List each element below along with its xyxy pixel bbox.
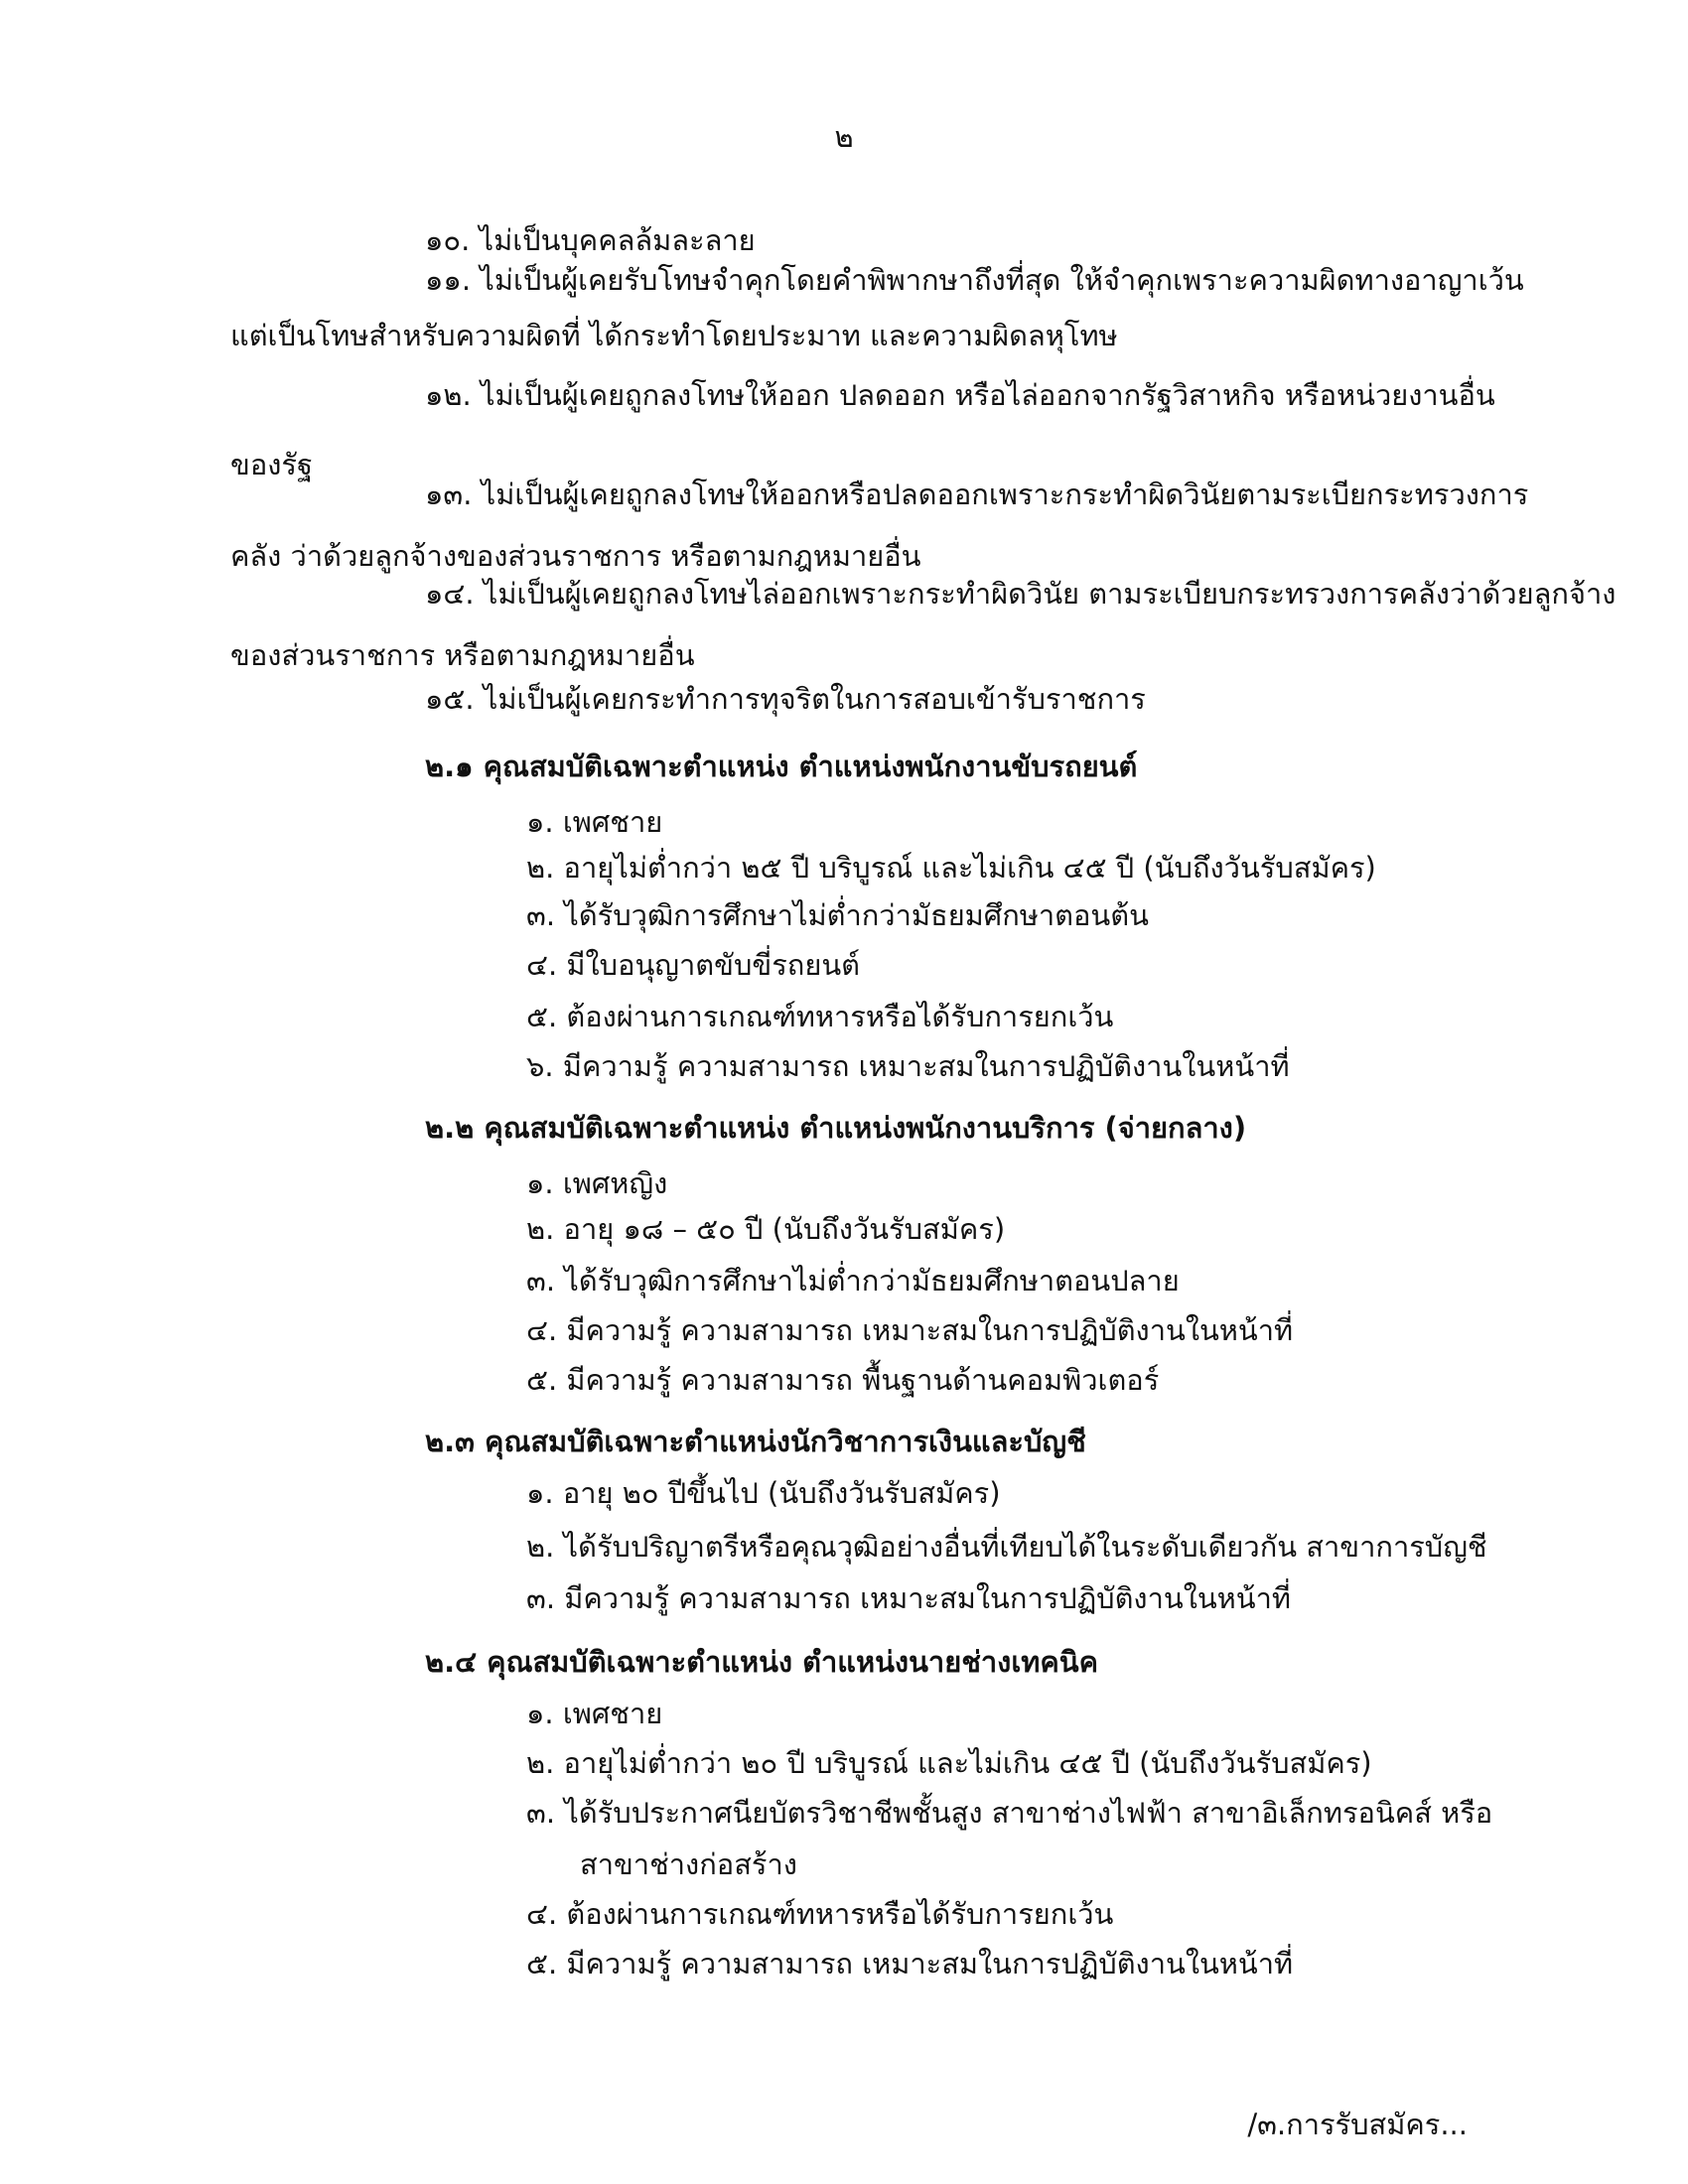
qualification-14-cont: ของส่วนราชการ หรือตามกฎหมายอื่น [230, 638, 695, 672]
section-2-1-item-3: ๓. ได้รับวุฒิการศึกษาไม่ต่ำกว่ามัธยมศึกษาตอนต้น [526, 898, 1149, 932]
section-2-2-item-2: ๒. อายุ ๑๘ – ๕๐ ปี (นับถึงวันรับสมัคร) [526, 1212, 1006, 1246]
qualification-15: ๑๕. ไม่เป็นผู้เคยกระทำการทุจริตในการสอบเข้ารับราชการ [425, 682, 1146, 716]
qualification-13-cont: คลัง ว่าด้วยลูกจ้างของส่วนราชการ หรือตามกฎหมายอื่น [230, 539, 921, 573]
section-2-1-item-6: ๖. มีความรู้ ความสามารถ เหมาะสมในการปฏิบัติงานในหน้าที่ [526, 1049, 1290, 1083]
section-2-1-item-1: ๑. เพศชาย [526, 805, 663, 839]
section-2-4-item-3-cont: สาขาช่างก่อสร้าง [580, 1847, 797, 1881]
section-2-2-item-5: ๕. มีความรู้ ความสามารถ พื้นฐานด้านคอมพิวเตอร์ [526, 1363, 1160, 1397]
qualification-12: ๑๒. ไม่เป็นผู้เคยถูกลงโทษให้ออก ปลดออก หรือไล่ออกจากรัฐวิสาหกิจ หรือหน่วยงานอื่น [425, 378, 1495, 412]
qualification-11: ๑๑. ไม่เป็นผู้เคยรับโทษจำคุกโดยคำพิพากษาถึงที่สุด ให้จำคุกเพราะความผิดทางอาญาเว้น [425, 263, 1524, 297]
section-2-4-item-4: ๔. ต้องผ่านการเกณฑ์ทหารหรือได้รับการยกเว้น [526, 1897, 1114, 1931]
qualification-10: ๑๐. ไม่เป็นบุคคลล้มละลาย [425, 223, 756, 257]
qualification-14: ๑๔. ไม่เป็นผู้เคยถูกลงโทษไล่ออกเพราะกระทำผิดวินัย ตามระเบียบกระทรวงการคลังว่าด้วยลูกจ้าง [425, 577, 1617, 611]
section-2-2-item-4: ๔. มีความรู้ ความสามารถ เหมาะสมในการปฏิบัติงานในหน้าที่ [526, 1313, 1294, 1347]
section-2-2-item-3: ๓. ได้รับวุฒิการศึกษาไม่ต่ำกว่ามัธยมศึกษาตอนปลาย [526, 1264, 1180, 1297]
section-2-3-item-3: ๓. มีความรู้ ความสามารถ เหมาะสมในการปฏิบัติงานในหน้าที่ [526, 1581, 1292, 1615]
qualification-13: ๑๓. ไม่เป็นผู้เคยถูกลงโทษให้ออกหรือปลดออกเพราะกระทำผิดวินัยตามระเบียกระทรวงการ [425, 478, 1529, 511]
section-2-4-item-3: ๓. ได้รับประกาศนียบัตรวิชาชีพชั้นสูง สาขาช่างไฟฟ้า สาขาอิเล็กทรอนิคส์ หรือ [526, 1796, 1493, 1830]
section-2-3-item-2: ๒. ได้รับปริญาตรีหรือคุณวุฒิอย่างอื่นที่เทียบได้ในระดับเดียวกัน สาขาการบัญชี [526, 1530, 1487, 1564]
section-2-1-item-2: ๒. อายุไม่ต่ำกว่า ๒๕ ปี บริบูรณ์ และไม่เกิน ๔๕ ปี (นับถึงวันรับสมัคร) [526, 851, 1376, 885]
section-2-1-item-5: ๕. ต้องผ่านการเกณฑ์ทหารหรือได้รับการยกเว้น [526, 1000, 1114, 1033]
section-2-4-item-5: ๕. มีความรู้ ความสามารถ เหมาะสมในการปฏิบัติงานในหน้าที่ [526, 1947, 1294, 1980]
section-2-4-item-2: ๒. อายุไม่ต่ำกว่า ๒๐ ปี บริบูรณ์ และไม่เกิน ๔๕ ปี (นับถึงวันรับสมัคร) [526, 1746, 1372, 1780]
section-2-3-item-1: ๑. อายุ ๒๐ ปีขึ้นไป (นับถึงวันรับสมัคร) [526, 1476, 1001, 1510]
section-heading-2-1: ๒.๑ คุณสมบัติเฉพาะตำแหน่ง ตำแหน่งพนักงานขับรถยนต์ [425, 750, 1138, 783]
qualification-11-cont: แต่เป็นโทษสำหรับความผิดที่ ได้กระทำโดยประมาท และความผิดลหุโทษ [230, 319, 1118, 352]
section-heading-2-2: ๒.๒ คุณสมบัติเฉพาะตำแหน่ง ตำแหน่งพนักงานบริการ (จ่ายกลาง) [425, 1111, 1247, 1145]
page-number: ๒ [834, 120, 854, 154]
section-2-1-item-4: ๔. มีใบอนุญาตขับขี่รถยนต์ [526, 948, 860, 982]
next-page-reference: /๓.การรับสมัคร... [1247, 2108, 1468, 2141]
section-heading-2-3: ๒.๓ คุณสมบัติเฉพาะตำแหน่งนักวิชาการเงินและบัญชี [425, 1425, 1086, 1458]
qualification-12-cont: ของรัฐ [230, 448, 313, 481]
section-2-4-item-1: ๑. เพศชาย [526, 1697, 663, 1730]
section-heading-2-4: ๒.๔ คุณสมบัติเฉพาะตำแหน่ง ตำแหน่งนายช่างเทคนิค [425, 1645, 1098, 1679]
section-2-2-item-1: ๑. เพศหญิง [526, 1166, 668, 1200]
